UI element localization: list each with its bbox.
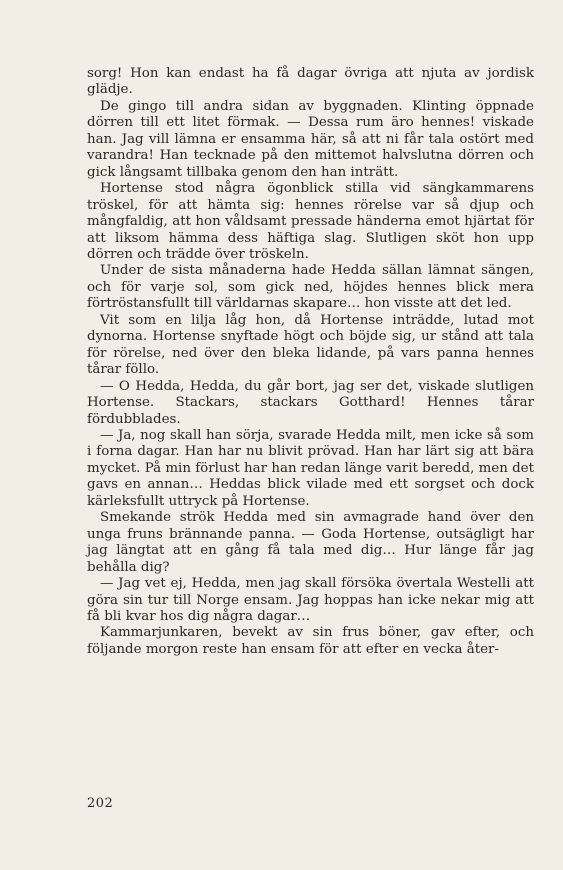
paragraph-5: Vit som en lilja låg hon, då Hortense inträdde, lutad mot dynorna. Hortense snyftade högt och böjde sig, ur stånd att tala för rörelse, ned över den bleka lidande, på vars panna hennes tårar föllo.: [87, 312, 534, 378]
paragraph-2: De gingo till andra sidan av byggnaden. Klinting öppnade dörren till ett litet förmak. — Dessa rum äro hennes! viskade han. Jag vill lämna er ensamma här, så att ni får tala ostört med varandra! Han tecknade på den mittemot halvslutna dörren och gick långsamt tillbaka genom den han inträtt.: [87, 98, 534, 180]
body-text: [87, 66, 534, 658]
paragraph-3: Hortense stod några ögonblick stilla vid sängkammarens tröskel, för att hämta sig: hennes rörelse var så djup och mångfaldig, att hon våldsamt pressade händerna emot hjärtat för att liksom hämma dess häftiga slag. Slutligen sköt hon upp dörren och trädde över tröskeln.: [87, 181, 534, 262]
paragraph-4: Under de sista månaderna hade Hedda sällan lämnat sängen, och för varje sol, som gick ned, höjdes hennes blick mera förtröstansfullt till världarnas skapare… hon visste att det led.: [87, 263, 534, 312]
page-number: 202: [87, 796, 114, 811]
paragraph-7: — Ja, nog skall han sörja, svarade Hedda milt, men icke så som i forna dagar. Han har nu blivit prövad. Han har lärt sig att bära mycket. På min förlust har han redan länge varit beredd, men det gavs en annan… Heddas blick vilade med ett sorgset och dock kärleksfullt uttryck på Hortense.: [87, 427, 534, 509]
paragraph-6: — O Hedda, Hedda, du går bort, jag ser det, viskade slutligen Hortense. Stackars, stackars Gotthard! Hennes tårar fördubblades.: [87, 378, 534, 427]
paragraph-10: Kammarjunkaren, bevekt av sin frus böner, gav efter, och följande morgon reste han ensam för att efter en vecka åter-: [87, 625, 534, 657]
paragraph-8: Smekande strök Hedda med sin avmagrade hand över den unga fruns brännande panna. — Goda Hortense, outsägligt har jag längtat att en gång få tala med dig… Hur länge får jag behålla dig?: [87, 510, 534, 575]
paragraph-9: — Jag vet ej, Hedda, men jag skall försöka övertala Westelli att göra sin tur till Norge ensam. Jag hoppas han icke nekar mig att få bli kvar hos dig några dagar…: [87, 576, 534, 624]
paragraph-1: sorg! Hon kan endast ha få dagar övriga att njuta av jordisk glädje.: [87, 66, 534, 98]
